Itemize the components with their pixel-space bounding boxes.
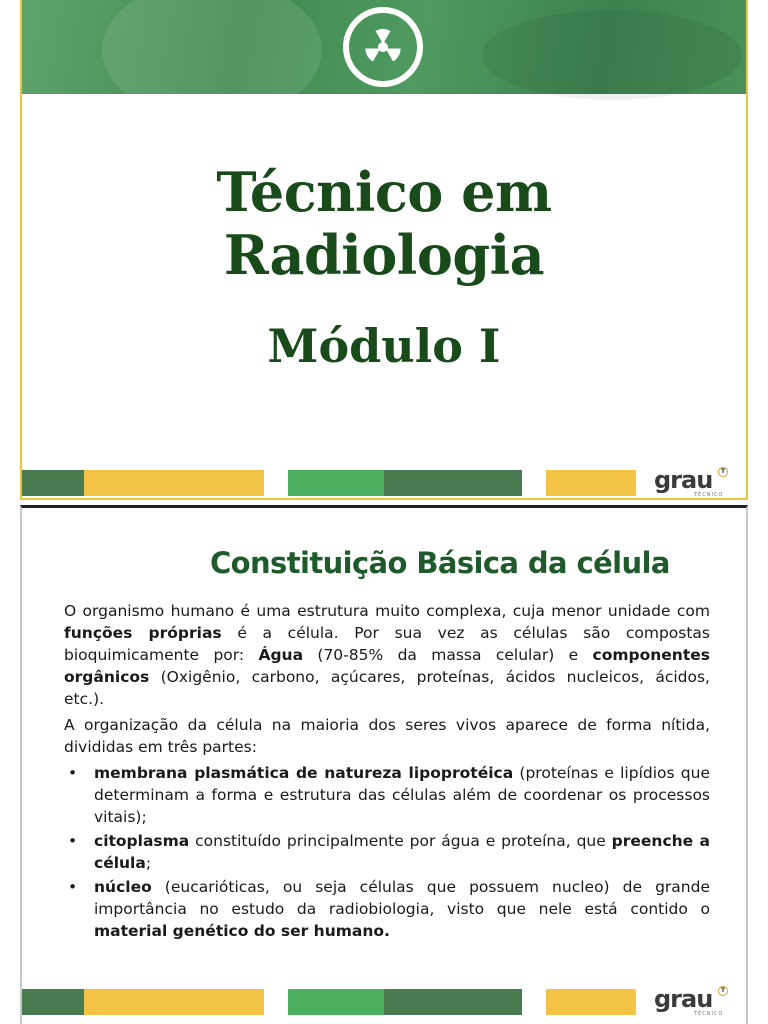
title-slide (20, 0, 748, 500)
slide-heading: Constituição Básica da célula (210, 546, 670, 580)
radiation-icon (341, 5, 425, 89)
grau-logo: grau T TÉCNICO (654, 989, 734, 1015)
footer-strip (22, 985, 746, 1017)
list-item: • membrana plasmática de natureza lipoprotéica (proteínas e lipídios que determinam a forma e estrutura das células além de coordenar os processos vitais); (68, 764, 710, 826)
content-slide (20, 505, 748, 1024)
grau-logo: grau T TÉCNICO (654, 470, 734, 496)
footer-strip (22, 466, 746, 498)
paragraph-1: O organismo humano é uma estrutura muito complexa, cuja menor unidade com funções próprias é a célula. Por sua vez as células são compostas bioquimicamente por: Água (70-85% da massa celular) e componentes orgânicos (Oxigênio, carbono, açúcares, proteínas, ácidos nucleicos, ácidos, etc.). (64, 602, 710, 708)
paragraph-2: A organização da célula na maioria dos seres vivos aparece de forma nítida, divididas em três partes: (64, 716, 710, 756)
bullet-list (64, 762, 710, 942)
slide-body (64, 600, 710, 944)
module-title: Módulo I (267, 319, 501, 373)
list-item: • citoplasma constituído principalmente por água e proteína, que preenche a célula; (68, 832, 711, 872)
title-line-1: Técnico em (216, 160, 552, 224)
list-item: • núcleo (eucarióticas, ou seja células que possuem nucleo) de grande importância no estudo da radiobiologia, visto que nele está contido o material genético do ser humano. (68, 878, 710, 940)
title-line-2: Radiologia (223, 223, 545, 287)
